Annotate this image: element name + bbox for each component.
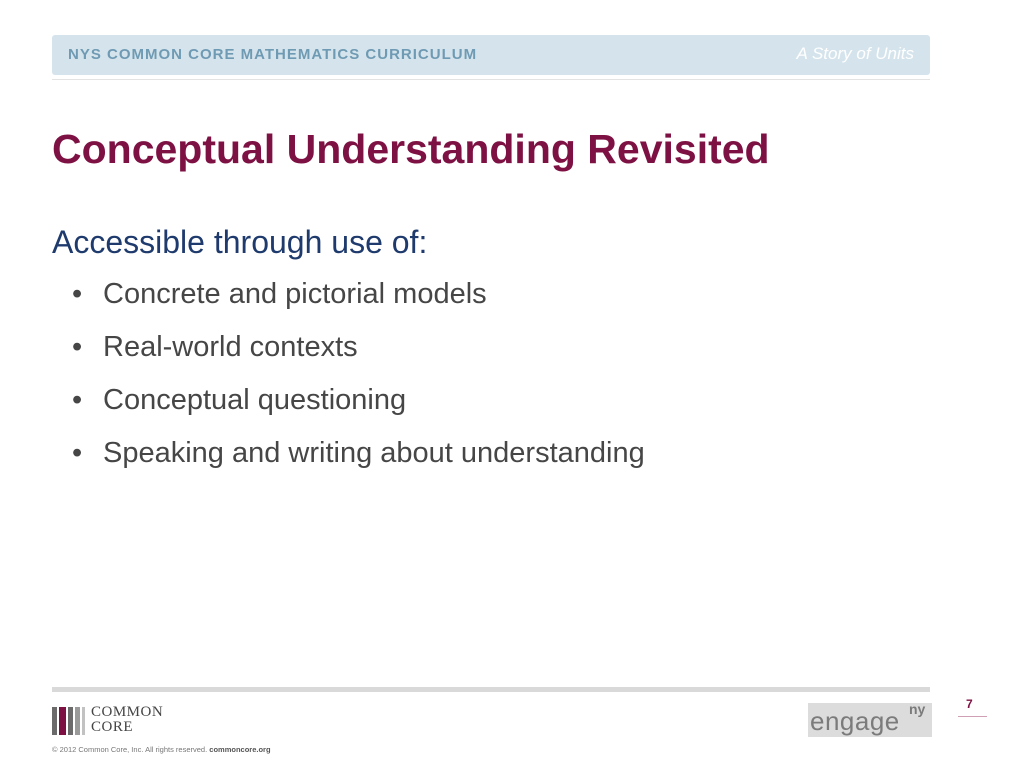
engage-wordmark: engage bbox=[810, 706, 900, 736]
list-item bbox=[72, 437, 645, 490]
list-item bbox=[72, 331, 645, 384]
site-link[interactable]: commoncore.org bbox=[209, 745, 271, 754]
page-number: 7 bbox=[966, 697, 973, 711]
list-item bbox=[72, 384, 645, 437]
logo-line-2: CORE bbox=[91, 719, 134, 735]
header-band bbox=[52, 35, 930, 75]
intro-text: Accessible through use of: bbox=[52, 224, 428, 260]
series-label: A Story of Units bbox=[796, 44, 914, 63]
common-core-bars-icon bbox=[52, 707, 86, 735]
common-core-logo bbox=[52, 705, 192, 737]
bullet-text: Speaking and writing about understanding bbox=[103, 437, 645, 469]
bullet-icon: • bbox=[72, 437, 83, 469]
common-core-wordmark bbox=[91, 705, 163, 735]
curriculum-label: NYS COMMON CORE MATHEMATICS CURRICULUM bbox=[68, 46, 478, 63]
engageny-logo bbox=[808, 703, 932, 737]
bullet-list bbox=[72, 278, 645, 490]
logo-line-1: COMMON bbox=[91, 704, 164, 720]
page-number-underline bbox=[958, 716, 987, 717]
engage-ny-superscript: ny bbox=[909, 701, 926, 717]
slide-title: Conceptual Understanding Revisited bbox=[52, 126, 770, 172]
bullet-icon: • bbox=[72, 384, 83, 416]
bullet-icon: • bbox=[72, 278, 83, 310]
copyright-text bbox=[52, 745, 271, 754]
bullet-icon: • bbox=[72, 331, 83, 363]
header-divider bbox=[52, 79, 930, 80]
copyright-notice: © 2012 Common Core, Inc. All rights reserved. bbox=[52, 745, 208, 754]
list-item bbox=[72, 278, 645, 331]
footer-divider bbox=[52, 687, 930, 692]
bullet-text: Concrete and pictorial models bbox=[103, 278, 487, 310]
bullet-text: Conceptual questioning bbox=[103, 384, 407, 416]
bullet-text: Real-world contexts bbox=[103, 331, 358, 363]
